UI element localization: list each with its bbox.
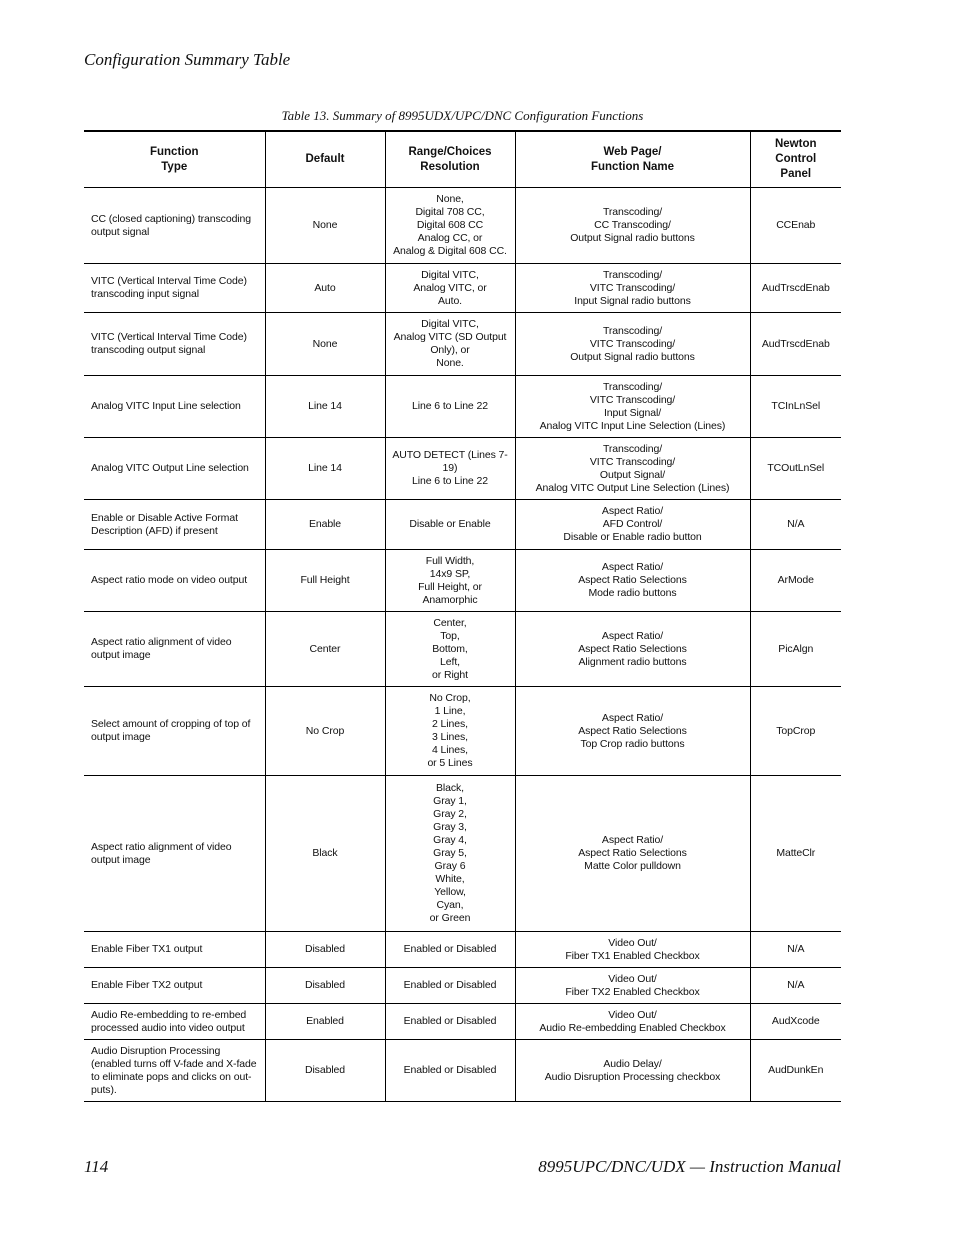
page-number: 114	[84, 1157, 109, 1176]
cell-function-type: Enable or Disable Active Format Description (AFD) if present	[84, 500, 265, 550]
cell-newton-panel: AudTrscdEnab	[750, 264, 841, 313]
cell-newton-panel: AudDunkEn	[750, 1040, 841, 1102]
cell-web-page: Transcoding/ CC Transcoding/ Output Signal radio buttons	[515, 188, 750, 264]
table-row	[84, 612, 841, 687]
table-row	[84, 550, 841, 612]
cell-default: Disabled	[265, 932, 385, 968]
table-row	[84, 968, 841, 1004]
cell-web-page: Video Out/ Audio Re-embedding Enabled Checkbox	[515, 1004, 750, 1040]
cell-web-page: Audio Delay/ Audio Disruption Processing checkbox	[515, 1040, 750, 1102]
cell-web-page: Transcoding/ VITC Transcoding/ Input Signal/ Analog VITC Input Line Selection (Lines)	[515, 376, 750, 438]
cell-function-type: Enable Fiber TX2 output	[84, 968, 265, 1004]
cell-web-page: Transcoding/ VITC Transcoding/ Output Signal/ Analog VITC Output Line Selection (Lines)	[515, 438, 750, 500]
cell-newton-panel: CCEnab	[750, 188, 841, 264]
table-row	[84, 313, 841, 376]
cell-newton-panel: TopCrop	[750, 687, 841, 776]
cell-newton-panel: AudXcode	[750, 1004, 841, 1040]
cell-range-choices: Digital VITC, Analog VITC, or Auto.	[385, 264, 515, 313]
cell-function-type: Analog VITC Input Line selection	[84, 376, 265, 438]
configuration-summary-table	[84, 130, 841, 1102]
cell-default: Line 14	[265, 376, 385, 438]
cell-default: Full Height	[265, 550, 385, 612]
column-header-newton-control-panel: Newton Control Panel	[750, 131, 841, 188]
cell-default: Line 14	[265, 438, 385, 500]
cell-range-choices: AUTO DETECT (Lines 7- 19) Line 6 to Line 22	[385, 438, 515, 500]
cell-default: No Crop	[265, 687, 385, 776]
table-row	[84, 188, 841, 264]
cell-default: Disabled	[265, 968, 385, 1004]
cell-range-choices: Enabled or Disabled	[385, 932, 515, 968]
cell-web-page: Transcoding/ VITC Transcoding/ Output Signal radio buttons	[515, 313, 750, 376]
cell-web-page: Transcoding/ VITC Transcoding/ Input Signal radio buttons	[515, 264, 750, 313]
cell-web-page: Aspect Ratio/ Aspect Ratio Selections Mode radio buttons	[515, 550, 750, 612]
cell-range-choices: Line 6 to Line 22	[385, 376, 515, 438]
table-row	[84, 438, 841, 500]
cell-range-choices: Full Width, 14x9 SP, Full Height, or Anamorphic	[385, 550, 515, 612]
cell-function-type: VITC (Vertical Interval Time Code) transcoding output signal	[84, 313, 265, 376]
manual-title: 8995UPC/DNC/UDX — Instruction Manual	[538, 1157, 841, 1176]
cell-default: Center	[265, 612, 385, 687]
table-row	[84, 1040, 841, 1102]
cell-range-choices: Enabled or Disabled	[385, 968, 515, 1004]
column-header-function-type: Function Type	[84, 131, 265, 188]
column-header-web-page: Web Page/ Function Name	[515, 131, 750, 188]
cell-function-type: Select amount of cropping of top of output image	[84, 687, 265, 776]
cell-function-type: Aspect ratio mode on video output	[84, 550, 265, 612]
cell-default: Black	[265, 776, 385, 932]
cell-web-page: Aspect Ratio/ AFD Control/ Disable or Enable radio button	[515, 500, 750, 550]
cell-function-type: Audio Disruption Processing (enabled turns off V-fade and X-fade to eliminate pops and clicks on out-puts).	[84, 1040, 265, 1102]
cell-web-page: Video Out/ Fiber TX2 Enabled Checkbox	[515, 968, 750, 1004]
cell-function-type: Enable Fiber TX1 output	[84, 932, 265, 968]
cell-range-choices: Center, Top, Bottom, Left, or Right	[385, 612, 515, 687]
cell-range-choices: Enabled or Disabled	[385, 1004, 515, 1040]
cell-function-type: VITC (Vertical Interval Time Code) transcoding input signal	[84, 264, 265, 313]
cell-newton-panel: N/A	[750, 500, 841, 550]
table-row	[84, 500, 841, 550]
cell-default: Enable	[265, 500, 385, 550]
cell-function-type: Aspect ratio alignment of video output image	[84, 612, 265, 687]
cell-newton-panel: N/A	[750, 968, 841, 1004]
table-row	[84, 687, 841, 776]
table-row	[84, 932, 841, 968]
table-row	[84, 1004, 841, 1040]
table-row	[84, 376, 841, 438]
cell-newton-panel: TCOutLnSel	[750, 438, 841, 500]
cell-default: Auto	[265, 264, 385, 313]
cell-newton-panel: N/A	[750, 932, 841, 968]
cell-web-page: Aspect Ratio/ Aspect Ratio Selections Top Crop radio buttons	[515, 687, 750, 776]
cell-range-choices: Digital VITC, Analog VITC (SD Output Only), or None.	[385, 313, 515, 376]
cell-function-type: Aspect ratio alignment of video output image	[84, 776, 265, 932]
cell-default: Disabled	[265, 1040, 385, 1102]
cell-function-type: Audio Re-embedding to re-embed processed audio into video output	[84, 1004, 265, 1040]
table-row	[84, 776, 841, 932]
cell-range-choices: No Crop, 1 Line, 2 Lines, 3 Lines, 4 Lines, or 5 Lines	[385, 687, 515, 776]
cell-default: None	[265, 188, 385, 264]
cell-newton-panel: TCInLnSel	[750, 376, 841, 438]
cell-function-type: CC (closed captioning) transcoding output signal	[84, 188, 265, 264]
table-body	[84, 188, 841, 1102]
table-header-row	[84, 131, 841, 188]
cell-web-page: Aspect Ratio/ Aspect Ratio Selections Alignment radio buttons	[515, 612, 750, 687]
cell-default: Enabled	[265, 1004, 385, 1040]
cell-range-choices: Disable or Enable	[385, 500, 515, 550]
cell-range-choices: None, Digital 708 CC, Digital 608 CC Analog CC, or Analog & Digital 608 CC.	[385, 188, 515, 264]
table-row	[84, 264, 841, 313]
table-caption: Table 13. Summary of 8995UDX/UPC/DNC Configuration Functions	[281, 108, 644, 123]
cell-web-page: Video Out/ Fiber TX1 Enabled Checkbox	[515, 932, 750, 968]
cell-newton-panel: ArMode	[750, 550, 841, 612]
cell-range-choices: Black, Gray 1, Gray 2, Gray 3, Gray 4, Gray 5, Gray 6 White, Yellow, Cyan, or Green	[385, 776, 515, 932]
cell-range-choices: Enabled or Disabled	[385, 1040, 515, 1102]
running-head: Configuration Summary Table	[84, 50, 291, 69]
cell-default: None	[265, 313, 385, 376]
column-header-range-choices: Range/Choices Resolution	[385, 131, 515, 188]
cell-newton-panel: AudTrscdEnab	[750, 313, 841, 376]
cell-newton-panel: MatteClr	[750, 776, 841, 932]
cell-newton-panel: PicAlgn	[750, 612, 841, 687]
cell-function-type: Analog VITC Output Line selection	[84, 438, 265, 500]
cell-web-page: Aspect Ratio/ Aspect Ratio Selections Matte Color pulldown	[515, 776, 750, 932]
column-header-default: Default	[265, 131, 385, 188]
